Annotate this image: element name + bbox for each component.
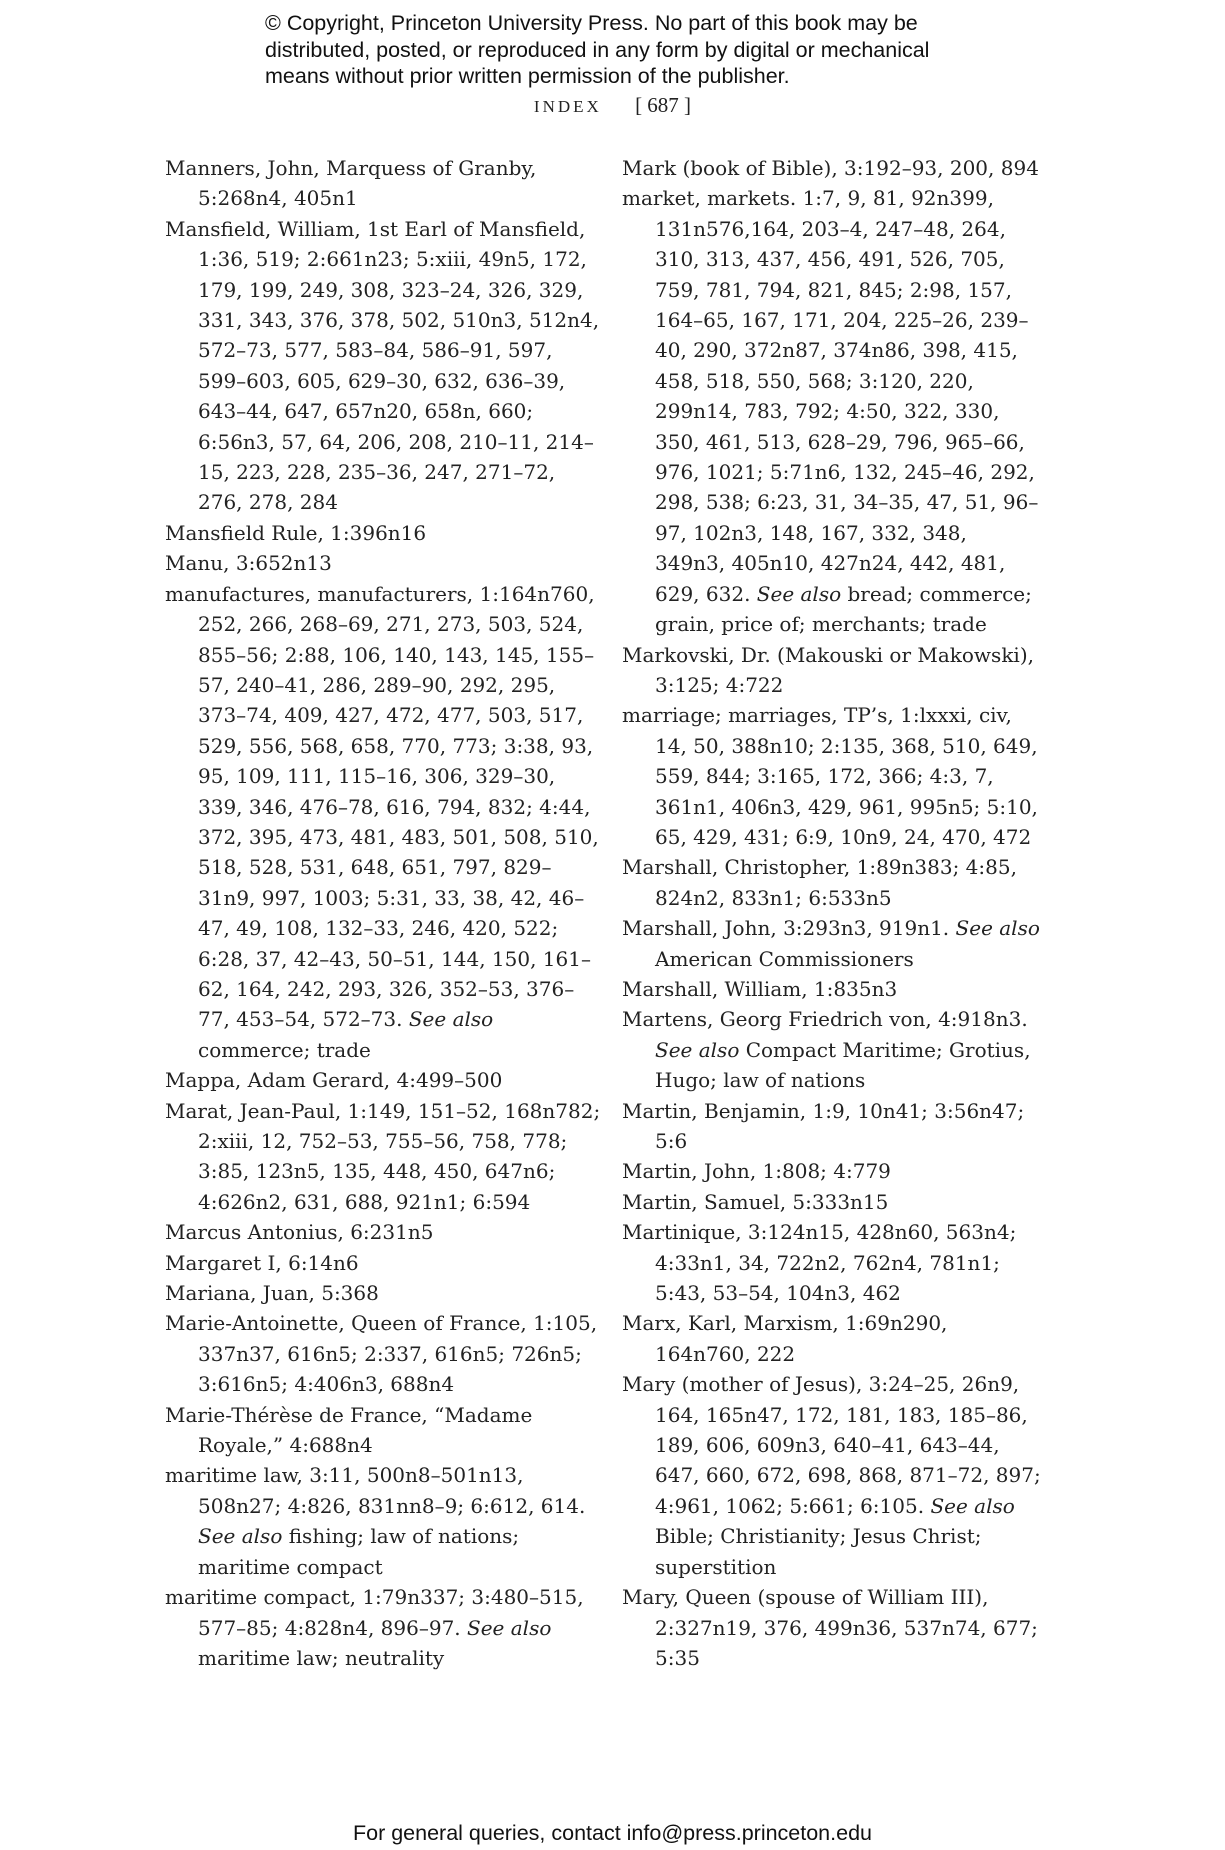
see-also-targets: maritime law; neutrality: [198, 1645, 445, 1670]
running-head: [0, 93, 1225, 118]
index-entry: [165, 214, 605, 518]
index-entry-text: Martin, Benjamin, 1:9, 10n41; 3:56n47; 5:6: [622, 1098, 1025, 1153]
index-entry-text: Mappa, Adam Gerard, 4:499–500: [165, 1068, 503, 1093]
index-entry-text: Marcus Antonius, 6:231n5: [165, 1220, 434, 1245]
see-also-targets: Compact Maritime; Grotius, Hugo; law of nations: [655, 1037, 1031, 1093]
index-entry: [165, 1096, 605, 1218]
index-entry: [622, 974, 1042, 1004]
index-entry-text: market, markets. 1:7, 9, 81, 92n399, 131n576,164, 203–4, 247–48, 264, 310, 313, 437, 456, 491, 526, 705, 759, 781, 794, 821, 845; 2:98, 157, 164–65, 167, 171, 204, 225–26, 239–40, 290, 372n87, 374n86, 398, 415, 458, 518, 550, 568; 3:120, 220, 299n14, 783, 792; 4:50, 322, 330, 350, 461, 513, 628–29, 796, 965–66, 976, 1021; 5:71n6, 132, 245–46, 292, 298, 538; 6:23, 31, 34–35, 47, 51, 96–97, 102n3, 148, 167, 332, 348, 349n3, 405n10, 427n24, 442, 481, 629, 632.: [622, 186, 1039, 606]
index-entry-text: Martin, John, 1:808; 4:779: [622, 1159, 891, 1184]
index-entry-text: Martens, Georg Friedrich von, 4:918n3.: [622, 1007, 1028, 1032]
index-entry-text: maritime compact, 1:79n337; 3:480–515, 577–85; 4:828n4, 896–97.: [165, 1585, 584, 1640]
index-entry: [622, 1004, 1042, 1095]
index-column-right: [622, 153, 1042, 1673]
index-entry: [622, 700, 1042, 852]
copyright-line-1: © Copyright, Princeton University Press. No part of this book may be: [265, 11, 918, 35]
index-entry-text: Manu, 3:652n13: [165, 551, 332, 576]
see-also-label: See also: [655, 1037, 740, 1062]
index-entry: [165, 1400, 605, 1461]
index-entry-text: Martinique, 3:124n15, 428n60, 563n4; 4:33n1, 34, 722n2, 762n4, 781n1; 5:43, 53–54, 104n3, 462: [622, 1220, 1017, 1306]
see-also-targets: American Commissioners: [655, 946, 914, 971]
index-entry: [622, 1582, 1042, 1673]
index-entry: [165, 1217, 605, 1247]
index-entry: [622, 640, 1042, 701]
index-entry-text: Marx, Karl, Marxism, 1:69n290, 164n760, 222: [622, 1311, 948, 1366]
index-entry: [165, 1248, 605, 1278]
index-entry: [622, 1369, 1042, 1582]
index-entry: [622, 913, 1042, 974]
index-entry: [622, 1156, 1042, 1186]
index-column-left: [165, 153, 605, 1673]
index-entry-text: Mary (mother of Jesus), 3:24–25, 26n9, 164, 165n47, 172, 181, 183, 185–86, 189, 606, 609n3, 640–41, 643–44, 647, 660, 672, 698, 868, 871–72, 897; 4:961, 1062; 5:661; 6:105.: [622, 1372, 1041, 1518]
index-entry: [622, 852, 1042, 913]
see-also-targets: bread; commerce; grain, price of; merchants; trade: [655, 581, 1032, 637]
index-entry-text: marriage; marriages, TP’s, 1:lxxxi, civ, 14, 50, 388n10; 2:135, 368, 510, 649, 559, 844; 3:165, 172, 366; 4:3, 7, 361n1, 406n3, 429, 961, 995n5; 5:10, 65, 429, 431; 6:9, 10n9, 24, 470, 472: [622, 703, 1038, 849]
index-entry: [622, 183, 1042, 639]
index-entry-text: Marshall, William, 1:835n3: [622, 976, 898, 1001]
index-entry: [622, 1308, 1042, 1369]
index-entry: [165, 1308, 605, 1399]
index-entry: [165, 579, 605, 1066]
index-entry-text: Marshall, John, 3:293n3, 919n1.: [622, 916, 950, 941]
see-also-label: See also: [198, 1524, 283, 1549]
index-entry: [165, 518, 605, 548]
index-entry-text: Mansfield Rule, 1:396n16: [165, 520, 427, 545]
index-entry-text: Marie-Antoinette, Queen of France, 1:105, 337n37, 616n5; 2:337, 616n5; 726n5; 3:616n5; 4:406n3, 688n4: [165, 1311, 598, 1397]
index-entry-text: Markovski, Dr. (Makouski or Makowski), 3:125; 4:722: [622, 642, 1034, 697]
see-also-label: See also: [756, 581, 842, 606]
see-also-label: See also: [467, 1615, 552, 1640]
contact-footer: For general queries, contact info@press.princeton.edu: [352, 1821, 872, 1845]
copyright-line-3: means without prior written permission of the publisher.: [265, 64, 790, 88]
see-also-label: See also: [955, 916, 1040, 941]
see-also-label: See also: [930, 1493, 1015, 1518]
index-entry-text: Marat, Jean-Paul, 1:149, 151–52, 168n782; 2:xiii, 12, 752–53, 755–56, 758, 778; 3:85, 123n5, 135, 448, 450, 647n6; 4:626n2, 631, 688, 921n1; 6:594: [165, 1098, 601, 1214]
index-entry-text: maritime law, 3:11, 500n8–501n13, 508n27; 4:826, 831nn8–9; 6:612, 614.: [165, 1463, 586, 1518]
index-entry: [165, 1460, 605, 1582]
index-entry: [622, 1096, 1042, 1157]
index-entry-text: Mansfield, William, 1st Earl of Mansfield, 1:36, 519; 2:661n23; 5:xiii, 49n5, 172, 179, 199, 249, 308, 323–24, 326, 329, 331, 343, 376, 378, 502, 510n3, 512n4, 572–73, 577, 583–84, 586–91, 597, 599–603, 605, 629–30, 632, 636–39, 643–44, 647, 657n20, 658n, 660; 6:56n3, 57, 64, 206, 208, 210–11, 214–15, 223, 228, 235–36, 247, 271–72, 276, 278, 284: [165, 216, 600, 515]
see-also-targets: Bible; Christianity; Jesus Christ; superstition: [655, 1524, 982, 1579]
copyright-notice: [265, 10, 1025, 90]
index-entry-text: Mary, Queen (spouse of William III), 2:327n19, 376, 499n36, 537n74, 677; 5:35: [622, 1585, 1038, 1670]
see-also-label: See also: [408, 1007, 494, 1032]
page-number: [ 687 ]: [635, 93, 692, 117]
index-entry: [165, 153, 605, 214]
index-entry: [622, 1187, 1042, 1217]
index-entry-text: Mark (book of Bible), 3:192–93, 200, 894: [622, 156, 1039, 180]
index-entry: [165, 1278, 605, 1308]
section-label: INDEX: [533, 97, 602, 116]
index-entry: [165, 548, 605, 578]
index-entry: [165, 1582, 605, 1673]
index-entry-text: Marshall, Christopher, 1:89n383; 4:85, 824n2, 833n1; 6:533n5: [622, 855, 1017, 910]
copyright-line-2: distributed, posted, or reproduced in any form by digital or mechanical: [265, 37, 930, 62]
index-entry: [165, 1065, 605, 1095]
index-entry-text: Martin, Samuel, 5:333n15: [622, 1189, 889, 1214]
index-entry: [622, 1217, 1042, 1308]
index-entry-text: manufactures, manufacturers, 1:164n760, 252, 266, 268–69, 271, 273, 503, 524, 855–56; 2:88, 106, 140, 143, 145, 155–57, 240–41, 286, 289–90, 292, 295, 373–74, 409, 427, 472, 477, 503, 517, 529, 556, 568, 658, 770, 773; 3:38, 93, 95, 109, 111, 115–16, 306, 329–30, 339, 346, 476–78, 616, 794, 832; 4:44, 372, 395, 473, 481, 483, 501, 508, 510, 518, 528, 531, 648, 651, 797, 829–31n9, 997, 1003; 5:31, 33, 38, 42, 46–47, 49, 108, 132–33, 246, 420, 522; 6:28, 37, 42–43, 50–51, 144, 150, 161–62, 164, 242, 293, 326, 352–53, 376–77, 453–54, 572–73.: [165, 581, 599, 1032]
see-also-targets: fishing; law of nations; maritime compact: [198, 1524, 520, 1579]
index-entry-text: Margaret I, 6:14n6: [165, 1250, 359, 1275]
index-entry: [622, 153, 1042, 183]
index-entry-text: Marie-Thérèse de France, “Madame Royale,” 4:688n4: [165, 1402, 533, 1458]
see-also-targets: commerce; trade: [198, 1037, 371, 1062]
index-entry-text: Mariana, Juan, 5:368: [165, 1281, 379, 1306]
index-entry-text: Manners, John, Marquess of Granby, 5:268n4, 405n1: [165, 156, 537, 211]
